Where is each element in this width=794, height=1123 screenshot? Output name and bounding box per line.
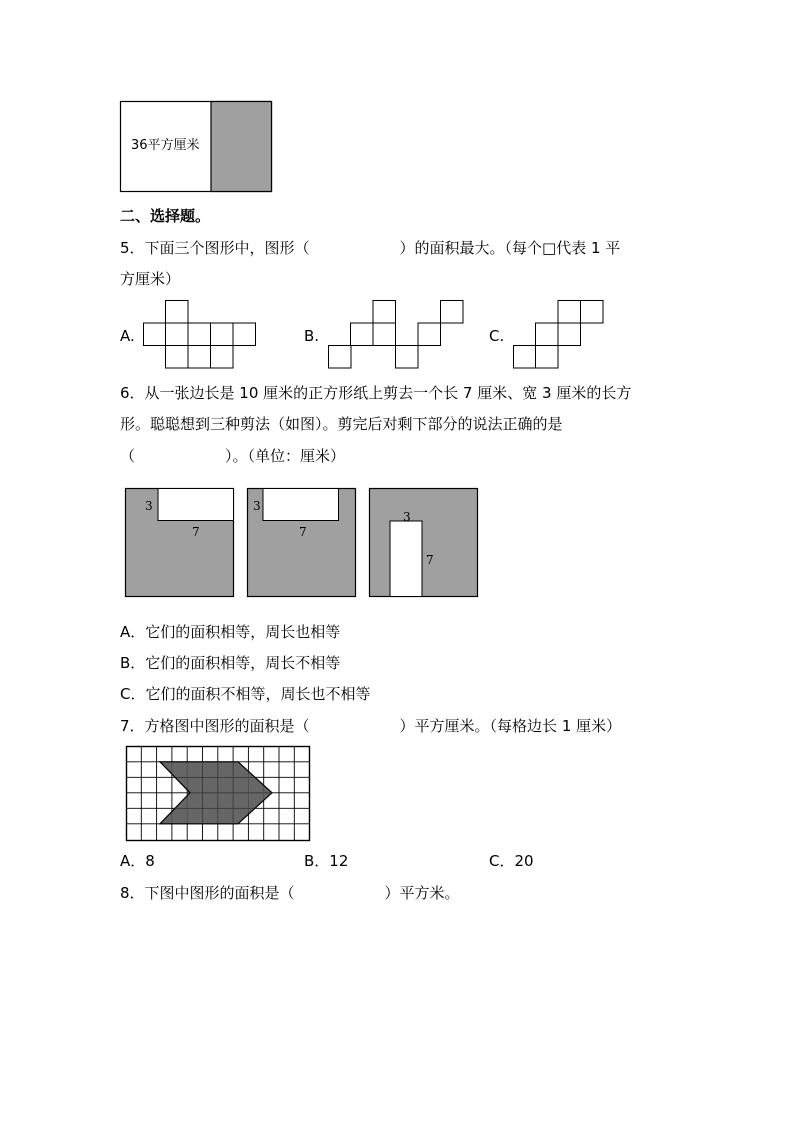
q5-a-cell — [166, 301, 189, 324]
q5-figure-c — [513, 300, 613, 372]
q8-text: 8．下图中图形的面积是（ ）平方米。 — [120, 884, 460, 902]
top-rectangle-shaded-part — [211, 102, 272, 192]
q5-a-cell — [188, 346, 211, 369]
q5-a-cell — [144, 323, 167, 346]
q6-fig2-dim-length: 7 — [299, 525, 307, 539]
q5-b-cell — [396, 346, 419, 369]
q5-a-cell — [188, 323, 211, 346]
q5-b-cell — [351, 323, 374, 346]
q5-c-cell — [536, 323, 559, 346]
q7-grid-figure — [126, 746, 310, 842]
q6-option-c: C．它们的面积不相等，周长也不相等 — [120, 685, 371, 703]
q5-figure-a — [143, 300, 263, 372]
section-title: 二、选择题。 — [120, 207, 211, 225]
q7-option-b: B．12 — [304, 852, 349, 870]
q6-fig1-dim-length: 7 — [192, 525, 200, 539]
q7-text: 7．方格图中图形的面积是（ ）平方厘米。（每格边长 1 厘米） — [120, 717, 622, 735]
q5-b-cell — [373, 301, 396, 324]
q5-c-cell — [558, 323, 581, 346]
q5-option-a-label: A. — [120, 327, 135, 345]
q6-figure-2 — [247, 488, 357, 598]
top-figure-label: 36平方厘米 — [131, 138, 200, 153]
q6-fig3-cut-rect — [390, 521, 422, 597]
q6-fig3-square — [370, 489, 478, 597]
q6-option-a: A．它们的面积相等，周长也相等 — [120, 623, 341, 641]
q5-figure-b — [328, 300, 468, 372]
q5-a-cell — [211, 346, 234, 369]
q6-text-line3: （ ）。（单位：厘米） — [120, 447, 346, 465]
q5-c-cell — [581, 301, 604, 324]
q5-option-b-label: B. — [304, 327, 320, 345]
q5-option-c-label: C. — [489, 327, 505, 345]
q6-fig1-cut-rect — [158, 489, 234, 521]
q5-a-cell — [166, 323, 189, 346]
q5-a-cell — [233, 323, 256, 346]
q5-text-line1: 5．下面三个图形中，图形（ ）的面积最大。（每个□代表 1 平 — [120, 239, 621, 257]
q5-text-line2: 方厘米） — [120, 270, 181, 288]
q6-fig3-dim-length: 7 — [426, 553, 434, 567]
q5-b-cell — [329, 346, 352, 369]
q5-a-cell — [211, 323, 234, 346]
q7-option-c: C．20 — [489, 852, 534, 870]
q6-fig3-dim-width: 3 — [403, 510, 411, 524]
q6-text-line2: 形。聪聪想到三种剪法（如图）。剪完后对剩下部分的说法正确的是 — [120, 415, 563, 433]
q6-fig1-dim-width: 3 — [145, 499, 153, 513]
q6-fig2-cut-rect — [263, 489, 339, 521]
q5-c-cell — [514, 346, 537, 369]
q5-b-cell — [418, 323, 441, 346]
q5-b-cell — [441, 301, 464, 324]
q6-text-line1: 6．从一张边长是 10 厘米的正方形纸上剪去一个长 7 厘米、宽 3 厘米的长方 — [120, 384, 632, 402]
q7-option-a: A．8 — [120, 852, 155, 870]
q6-fig2-dim-width: 3 — [253, 499, 261, 513]
q5-b-cell — [373, 323, 396, 346]
q5-a-cell — [166, 346, 189, 369]
q5-c-cell — [558, 301, 581, 324]
q6-figure-3 — [369, 488, 479, 598]
q5-c-cell — [536, 346, 559, 369]
q6-figure-1 — [125, 488, 235, 598]
q6-option-b: B．它们的面积相等，周长不相等 — [120, 654, 341, 672]
